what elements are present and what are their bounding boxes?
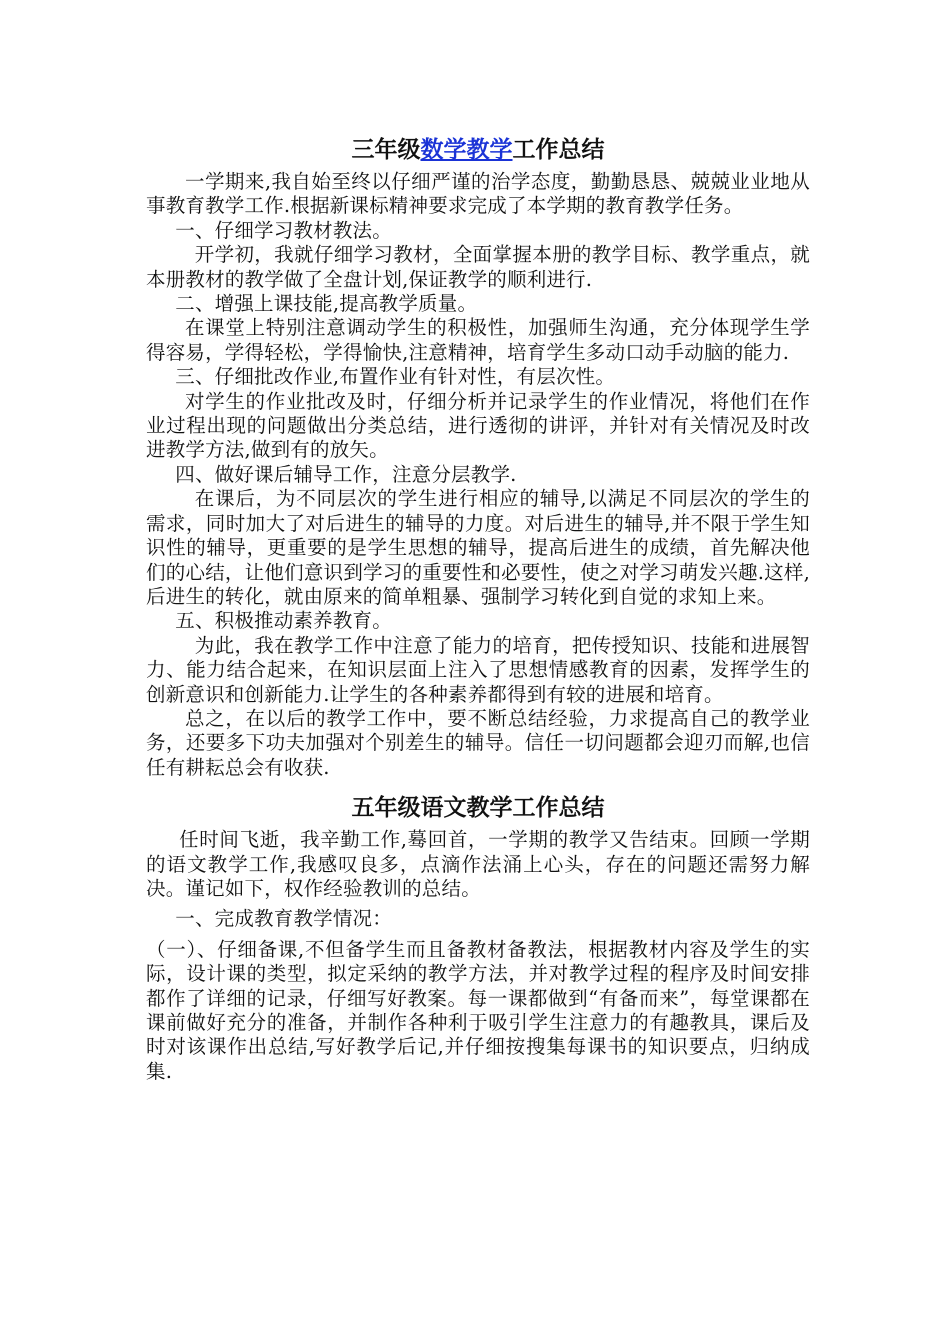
doc1-heading: 一、仔细学习教材教法。 — [175, 218, 392, 242]
doc1-heading: 五、积极推动素养教育。 — [175, 609, 392, 633]
doc2-heading: 一、完成教育教学情况： — [175, 907, 392, 931]
doc1-paragraph: 在课后，为不同层次的学生进行相应的辅导,以满足不同层次的学生的需求，同时加大了对后进生的辅导的力度。对后进生的辅导,并不限于学生知识性的辅导，更重要的是学生思想的辅导，提高后进生的成绩，首先解决他们的心结，让他们意识到学习的重要性和必要性，使之对学习萌发兴趣.这样,后进生的转化，就由原来的简单粗暴、强制学习转化到自觉的求知上来。 — [146, 487, 810, 608]
doc2-paragraph: （一）、仔细备课,不但备学生而且备教材备教法，根据教材内容及学生的实际，设计课的类型，拟定采纳的教学方法，并对教学过程的程序及时间安排都作了详细的记录，仔细写好教案。每一课都做到“有备而来”，每堂课都在课前做好充分的准备，并制作各种利于吸引学生注意力的有趣教具，课后及时对该课作出总结,写好教学后记,并仔细按搜集每课书的知识要点，归纳成集. — [146, 937, 810, 1083]
doc1-heading: 三、仔细批改作业,布置作业有针对性，有层次性。 — [175, 365, 616, 389]
doc1-heading: 四、做好课后辅导工作，注意分层教学. — [175, 462, 517, 486]
doc2-paragraph: 任时间飞逝，我辛勤工作,蓦回首，一学期的教学又告结束。回顾一学期的语文教学工作,我感叹良多，点滴作法涌上心头，存在的问题还需努力解决。谨记如下，权作经验教训的总结。 — [146, 828, 810, 900]
doc1-paragraph: 在课堂上特别注意调动学生的积极性，加强师生沟通，充分体现学生学得容易，学得轻松，学得愉快,注意精神，培育学生多动口动手动脑的能力. — [146, 316, 810, 364]
doc1-title — [146, 130, 810, 170]
document-page — [146, 130, 810, 1084]
doc2-title: 五年级语文教学工作总结 — [351, 795, 605, 822]
doc1-title-post: 工作总结 — [512, 137, 605, 163]
doc1-title-link[interactable]: 数学教学 — [420, 137, 513, 163]
doc1-paragraph: 总之，在以后的教学工作中，要不断总结经验，力求提高自己的教学业务，还要多下功夫加强对个别差生的辅导。信任一切问题都会迎刃而解,也信任有耕耘总会有收获. — [146, 706, 810, 779]
doc1-paragraph: 为此，我在教学工作中注意了能力的培育，把传授知识、技能和进展智力、能力结合起来，在知识层面上注入了思想情感教育的因素，发挥学生的创新意识和创新能力.让学生的各种素养都得到有较的进展和培育。 — [146, 633, 810, 706]
doc1-paragraph: 对学生的作业批改及时，仔细分析并记录学生的作业情况，将他们在作业过程出现的问题做出分类总结，进行透彻的讲评，并针对有关情况及时改进教学方法,做到有的放矢。 — [146, 389, 810, 462]
doc1-title-pre: 三年级 — [351, 137, 421, 163]
doc1-paragraph: 开学初，我就仔细学习教材，全面掌握本册的教学目标、教学重点，就本册教材的教学做了全盘计划,保证教学的顺利进行. — [146, 243, 810, 291]
doc1-heading: 二、增强上课技能,提高教学质量。 — [175, 292, 478, 316]
doc1-paragraph: 一学期来,我自始至终以仔细严谨的治学态度，勤勤恳恳、兢兢业业地从事教育教学工作.根据新课标精神要求完成了本学期的教育教学任务。 — [146, 170, 810, 218]
